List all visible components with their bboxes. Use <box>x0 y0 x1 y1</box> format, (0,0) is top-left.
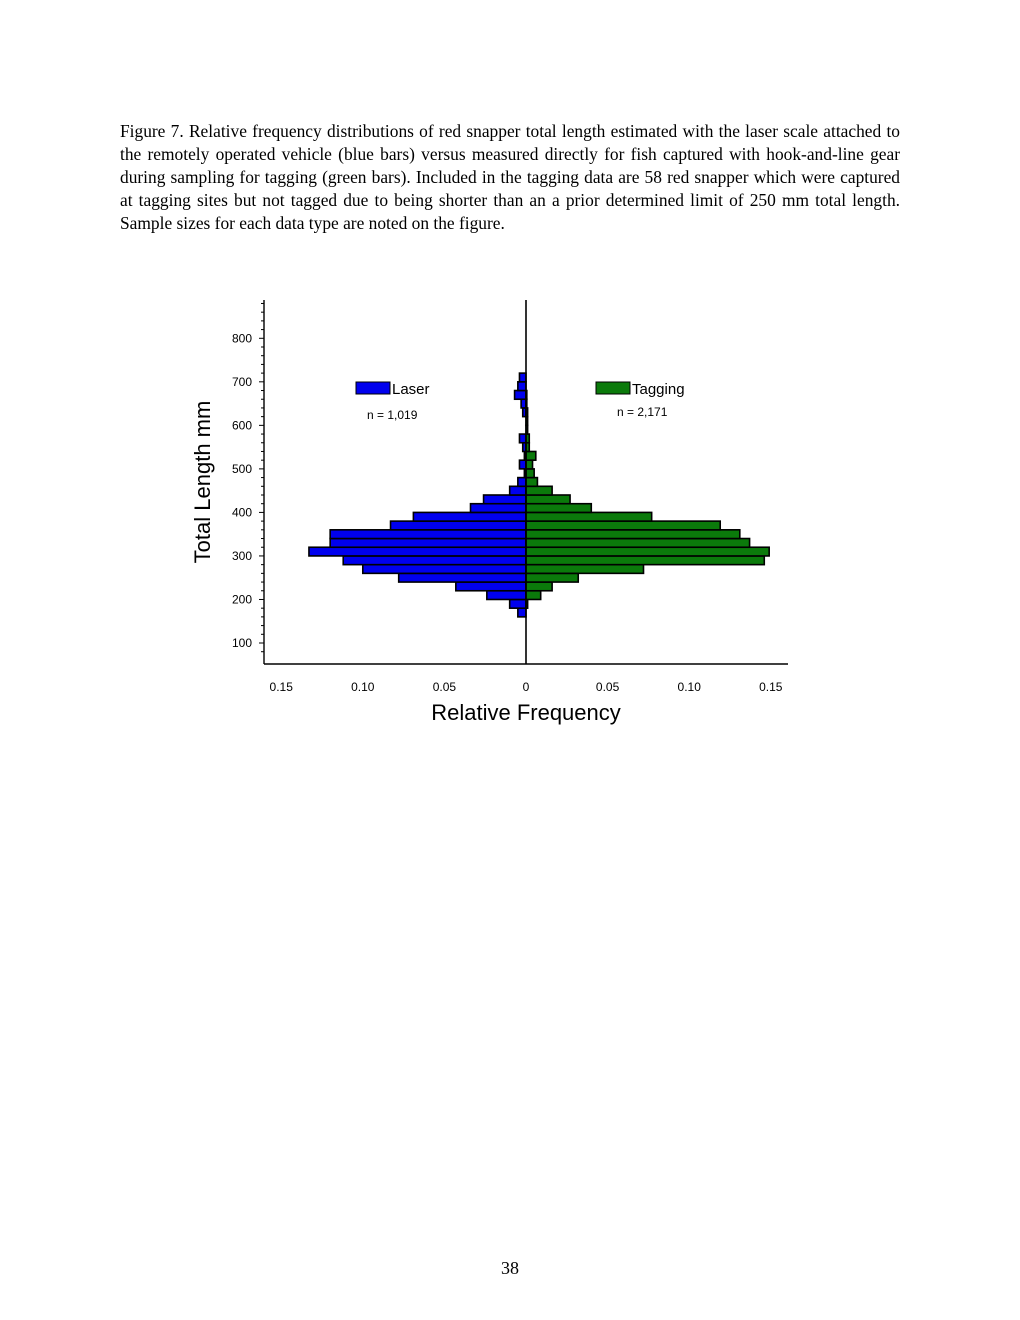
y-tick-label-300: 300 <box>231 548 252 563</box>
laser-bars <box>309 373 526 617</box>
x-tick-label-4: 0.05 <box>595 680 620 694</box>
tagging-bar-310 <box>526 547 769 556</box>
laser-bar-250 <box>399 573 526 582</box>
laser-bar-350 <box>330 530 526 539</box>
tagging-bar-350 <box>526 530 740 539</box>
laser-bar-450 <box>510 486 526 495</box>
sample-size-tagging: n = 2,171 <box>617 405 668 419</box>
tagging-bar-230 <box>526 582 552 591</box>
tagging-bar-510 <box>526 460 533 469</box>
tagging-bar-450 <box>526 486 552 495</box>
tagging-bar-370 <box>526 521 720 530</box>
y-tick-label-400: 400 <box>231 505 252 520</box>
laser-bar-310 <box>309 547 526 556</box>
y-tick-label-600: 600 <box>231 418 252 433</box>
laser-bar-190 <box>510 599 526 608</box>
laser-bar-270 <box>363 565 526 574</box>
laser-bar-570 <box>519 434 526 443</box>
x-tick-label-6: 0.15 <box>759 680 783 694</box>
x-axis-ticks <box>270 680 783 694</box>
y-tick-label-200: 200 <box>231 592 252 607</box>
tagging-bar-330 <box>526 539 750 548</box>
y-tick-label-100: 100 <box>231 636 252 650</box>
laser-bar-210 <box>487 591 526 600</box>
tagging-bars <box>526 391 769 609</box>
laser-bar-430 <box>484 495 526 504</box>
tagging-bar-210 <box>526 591 541 600</box>
tagging-bar-490 <box>526 469 534 478</box>
y-tick-label-700: 700 <box>231 374 252 389</box>
legend-swatch-laser <box>356 382 390 394</box>
tagging-bar-430 <box>526 495 570 504</box>
y-tick-label-500: 500 <box>231 461 252 476</box>
sample-size-laser: n = 1,019 <box>367 408 418 422</box>
x-axis-label: Relative Frequency <box>431 700 621 725</box>
laser-bar-230 <box>456 582 526 591</box>
tagging-bar-470 <box>526 478 537 487</box>
x-tick-label-3: 0 <box>522 680 530 694</box>
legend-swatch-tagging <box>596 382 630 394</box>
y-axis-label: Total Length mm <box>190 400 215 564</box>
tagging-bar-250 <box>526 573 578 582</box>
x-tick-label-0: 0.15 <box>269 680 293 694</box>
laser-bar-410 <box>471 504 526 513</box>
laser-bar-390 <box>413 512 526 521</box>
y-tick-label-800: 800 <box>231 331 252 346</box>
tagging-bar-390 <box>526 512 652 521</box>
tagging-bar-410 <box>526 504 591 513</box>
laser-bar-710 <box>519 373 526 382</box>
laser-bar-670 <box>515 391 526 400</box>
laser-bar-690 <box>518 382 526 391</box>
laser-bar-170 <box>518 608 526 617</box>
figure-caption: Figure 7. Relative frequency distributions of red snapper total length estimated with the laser scale attached to the remotely operated vehicle (blue bars) versus measured directly for fish captured with hook-and-line gear during sampling for tagging (green bars). Included in the tagging data are 58 red snapper which were captured at tagging sites but not tagged due to being shorter than an a prior determined limit of 250 mm total length. Sample sizes for each data type are noted on the figure. <box>120 121 900 233</box>
laser-bar-470 <box>518 478 526 487</box>
x-tick-label-1: 0.10 <box>351 680 375 694</box>
laser-bar-510 <box>519 460 526 469</box>
page-number: 38 <box>501 1258 519 1278</box>
tagging-bar-270 <box>526 565 644 574</box>
laser-bar-330 <box>330 539 526 548</box>
laser-bar-370 <box>391 521 526 530</box>
x-tick-label-2: 0.05 <box>432 680 457 694</box>
legend-label-laser: Laser <box>392 381 430 398</box>
tagging-bar-530 <box>526 451 536 460</box>
y-axis-ticks <box>232 303 264 651</box>
laser-bar-290 <box>343 556 526 565</box>
tagging-bar-290 <box>526 556 764 565</box>
x-tick-label-5: 0.10 <box>677 680 701 694</box>
legend-label-tagging: Tagging <box>632 381 685 398</box>
chart-axes <box>264 300 788 664</box>
